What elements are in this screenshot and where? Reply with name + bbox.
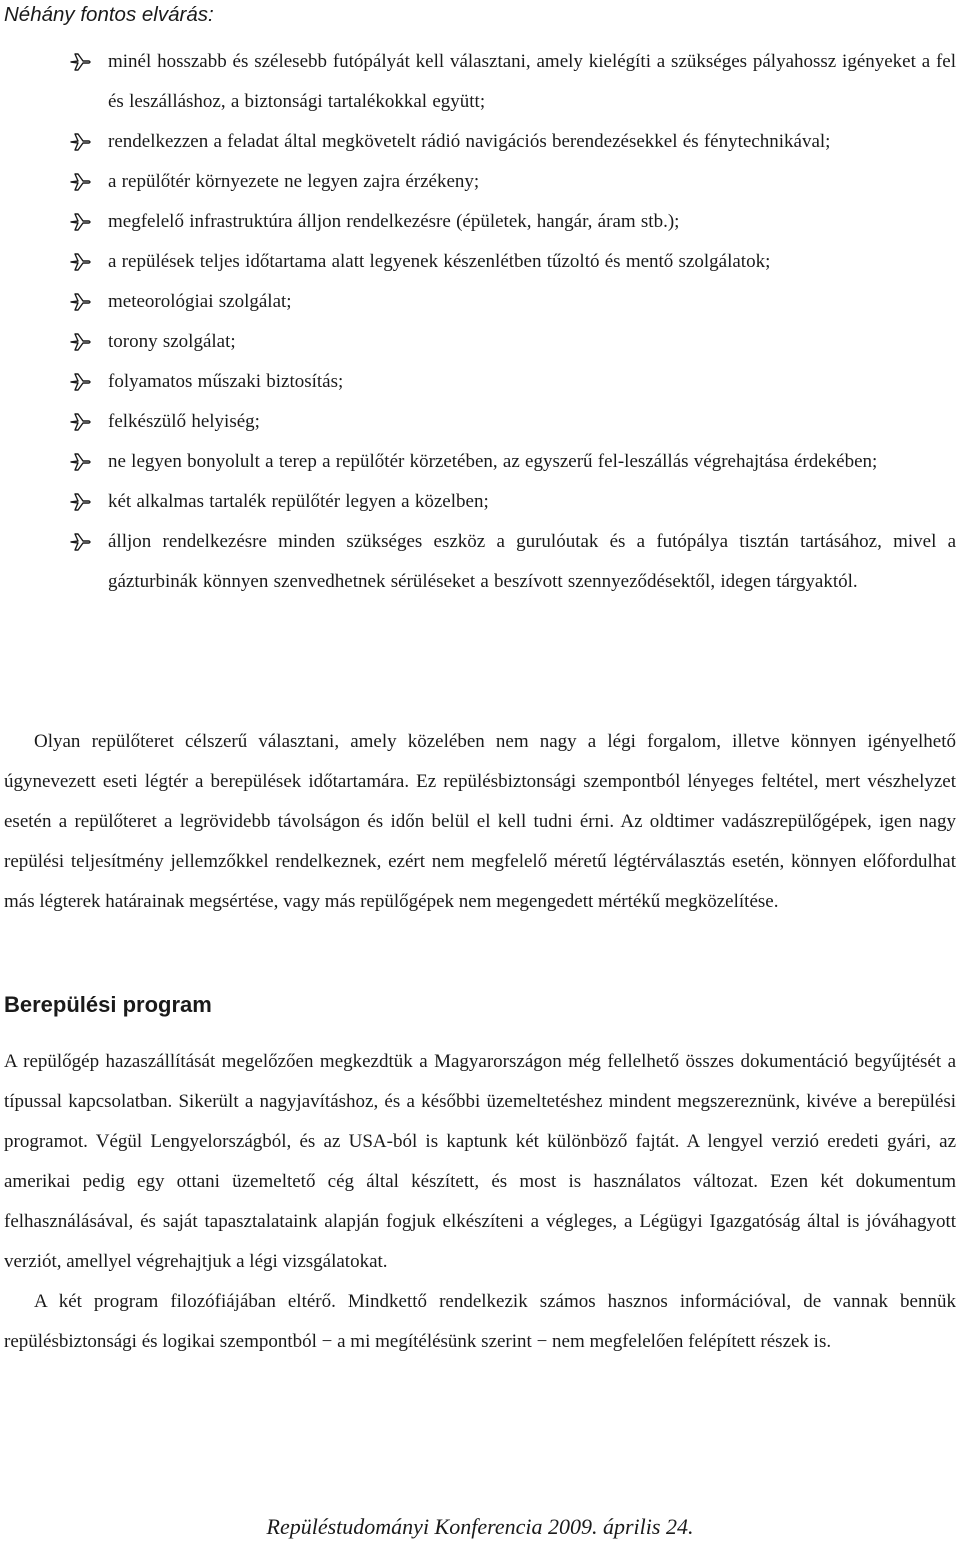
airplane-icon <box>70 532 92 552</box>
list-item-text: folyamatos műszaki biztosítás; <box>108 371 344 392</box>
program-heading: Berepülési program <box>4 992 212 1017</box>
list-item-text: ne legyen bonyolult a terep a repülőtér körzetében, az egyszerű fel-leszállás végrehajtása érdekében; <box>108 451 878 472</box>
list-item-text: álljon rendelkezésre minden szükséges eszköz a gurulóutak és a futópálya tisztán tartásához, mivel a gázturbinák könnyen szenvedhetnek sérüléseket a beszívott szennyeződésektől, idegen tárgyaktól. <box>108 531 956 592</box>
airplane-icon <box>70 492 92 512</box>
list-item <box>0 322 958 362</box>
list-item-text: a repülések teljes időtartama alatt legyenek készenlétben tűzoltó és mentő szolgálatok; <box>108 251 771 272</box>
requirements-heading: Néhány fontos elvárás: <box>4 3 214 26</box>
list-item-text: torony szolgálat; <box>108 331 236 352</box>
list-item <box>0 362 958 402</box>
list-item <box>0 282 958 322</box>
list-item-text: a repülőtér környezete ne legyen zajra érzékeny; <box>108 171 480 192</box>
program-paragraph-1: A repülőgép hazaszállítását megelőzően megkezdtük a Magyarországon még fellelhető összes dokumentáció begyűjtését a típussal kapcsolatban. Sikerült a nagyjavításhoz, és a későbbi üzemeltetéshez mindent megszereznünk, kivéve a berepülési programot. Végül Lengyelországból, és az USA-ból is kaptunk két különböző fajtát. A lengyel verzió eredeti gyári, az amerikai pedig egy ottani üzemeltető cég által készített, és most is használatos változat. Ezen két dokumentum felhasználásával, és saját tapasztalataink alapján fogjuk elkészíteni a végleges, a Légügyi Igazgatóság által is jóváhagyott verziót, amellyel végrehajtjuk a légi vizsgálatokat. <box>4 1051 956 1272</box>
list-item <box>0 162 958 202</box>
program-paragraph-2: A két program filozófiájában eltérő. Mindkettő rendelkezik számos hasznos információval, de vannak bennük repülésbiztonsági és logikai szempontból − a mi megítélésünk szerint − nem megfelelően felépített részek is. <box>4 1291 956 1352</box>
list-item-text: felkészülő helyiség; <box>108 411 260 432</box>
list-item <box>0 442 958 482</box>
list-item-text: rendelkezzen a feladat által megkövetelt rádió navigációs berendezésekkel és fénytechnikával; <box>108 131 831 152</box>
airplane-icon <box>70 172 92 192</box>
airplane-icon <box>70 292 92 312</box>
list-item-text: megfelelő infrastruktúra álljon rendelkezésre (épületek, hangár, áram stb.); <box>108 211 680 232</box>
list-item <box>0 522 958 602</box>
list-item <box>0 202 958 242</box>
airplane-icon <box>70 332 92 352</box>
requirements-list <box>0 42 958 602</box>
airplane-icon <box>70 52 92 72</box>
airplane-icon <box>70 252 92 272</box>
airport-paragraph-block <box>4 722 956 922</box>
airplane-icon <box>70 212 92 232</box>
airplane-icon <box>70 412 92 432</box>
list-item-text: meteorológiai szolgálat; <box>108 291 292 312</box>
list-item <box>0 42 958 122</box>
airport-paragraph: Olyan repülőteret célszerű választani, amely közelében nem nagy a légi forgalom, illetve könnyen igényelhető úgynevezett eseti légtér a berepülések időtartamára. Ez repülésbiztonsági szempontból lényeges feltétel, mert vészhelyzet esetén a repülőteret a legrövidebb távolságon és időn belül el kell tudni érni. Az oldtimer vadászrepülőgépek, igen nagy repülési teljesítmény jellemzőkkel rendelkeznek, ezért nem megfelelő méretű légtérválasztás esetén, könnyen előfordulhat más légterek határainak megsértése, vagy más repülőgépek nem megengedett mértékű megközelítése. <box>4 731 956 912</box>
list-item-text: két alkalmas tartalék repülőtér legyen a közelben; <box>108 491 489 512</box>
page-footer: Repüléstudományi Konferencia 2009. április 24. <box>266 1514 694 1539</box>
airplane-icon <box>70 452 92 472</box>
program-text-block <box>4 1042 956 1362</box>
airplane-icon <box>70 132 92 152</box>
list-item <box>0 242 958 282</box>
list-item <box>0 122 958 162</box>
airplane-icon <box>70 372 92 392</box>
list-item-text: minél hosszabb és szélesebb futópályát kell választani, amely kielégíti a szükséges pályahossz igényeket a fel és leszálláshoz, a biztonsági tartalékokkal együtt; <box>108 51 956 112</box>
list-item <box>0 402 958 442</box>
list-item <box>0 482 958 522</box>
